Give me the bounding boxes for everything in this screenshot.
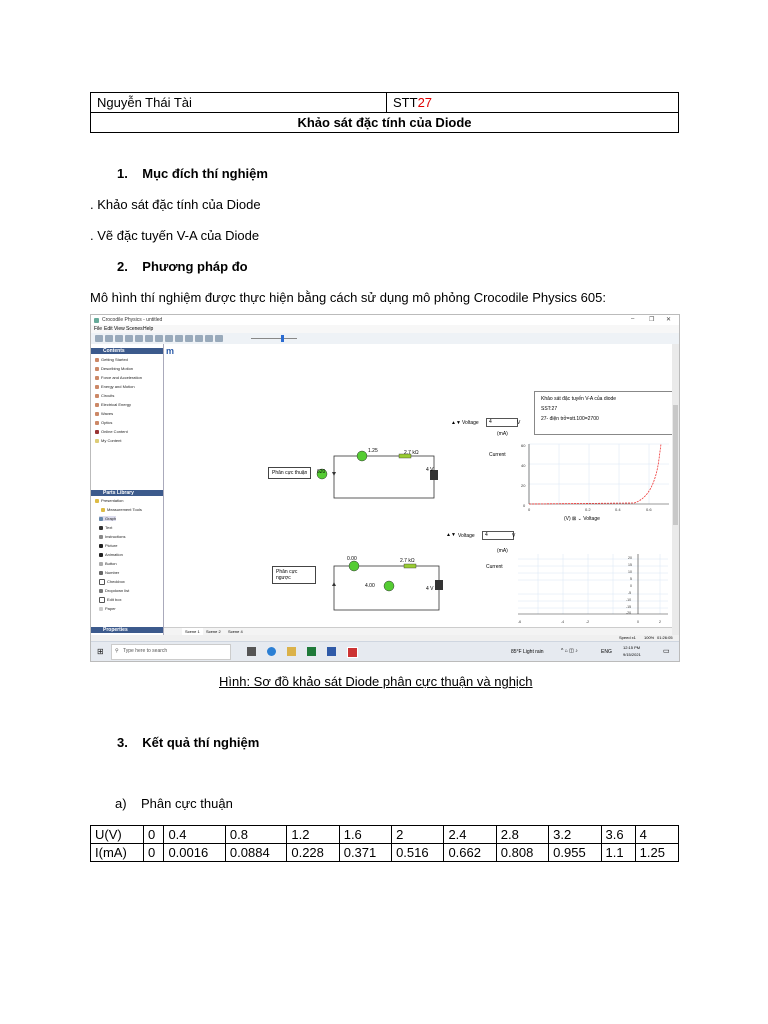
part-graph[interactable]: Graph	[99, 516, 116, 521]
graph1-current-label: Current	[489, 452, 506, 458]
fwd-resistor-label: 2.7 kΩ	[404, 450, 419, 456]
book-icon	[95, 358, 99, 362]
rev-ammeter-reading: 0.00	[347, 556, 357, 562]
info-box[interactable]	[534, 391, 680, 435]
speed-slider-handle[interactable]	[281, 335, 284, 342]
maximize-icon[interactable]: ❐	[649, 317, 655, 323]
stt-label: STT	[393, 95, 418, 110]
table-cell: 1.25	[635, 844, 678, 862]
graph2-x-ticks	[518, 618, 673, 626]
part-animation[interactable]: Animation	[99, 552, 123, 557]
forward-bias-label: Phân cực thuận	[268, 467, 311, 479]
part-measurement-tools[interactable]: Measurement Tools	[101, 507, 142, 512]
fwd-battery-label: 4 V	[426, 467, 434, 473]
new-icon[interactable]	[95, 335, 103, 342]
section3-heading: 3. Kết quả thí nghiệm	[117, 735, 260, 750]
table-cell: 4	[635, 826, 678, 844]
zoom-out-icon[interactable]	[195, 335, 203, 342]
clock-time[interactable]: 12:15 PM	[623, 645, 641, 650]
part-paper[interactable]: Paper	[99, 606, 116, 611]
info-line-1: Khảo sát đặc tuyến V-A của diode	[541, 396, 617, 402]
info-line-3: 27- điện trở=stt.100=2700	[541, 416, 599, 422]
student-name: Nguyễn Thái Tài	[91, 93, 387, 113]
table-cell: 1.2	[287, 826, 339, 844]
table-cell: 0.0016	[164, 844, 225, 862]
table-cell: 0.955	[549, 844, 601, 862]
nav-circuits[interactable]: Circuits	[95, 393, 114, 398]
graph2-ytick: -15	[626, 605, 632, 609]
table-cell: 3.2	[549, 826, 601, 844]
nav-waves[interactable]: Waves	[95, 411, 113, 416]
graph1-ytick: 60	[521, 443, 526, 448]
table-cell: 1.1	[601, 844, 635, 862]
book-icon	[95, 412, 99, 416]
canvas-scrollbar-thumb[interactable]	[673, 405, 678, 525]
menu-edit[interactable]: Edit	[104, 326, 113, 332]
part-picture[interactable]: Picture	[99, 543, 117, 548]
table-cell: 0.662	[444, 844, 496, 862]
part-button[interactable]: Button	[99, 561, 117, 566]
graph2-xtick: -4	[561, 620, 565, 624]
figure-caption: Hình: Sơ đồ khảo sát Diode phân cực thuận và nghịch	[219, 674, 533, 689]
simulation-canvas[interactable]	[164, 344, 672, 647]
part-number[interactable]: Number	[99, 570, 119, 575]
properties-header[interactable]: Properties	[91, 627, 163, 633]
voltage-stepper-icon[interactable]: ▲▼	[451, 420, 461, 426]
book-icon	[95, 376, 99, 380]
graph2-ytick: -20	[626, 611, 632, 615]
table-row	[91, 826, 679, 844]
table-cell: 0	[144, 826, 164, 844]
edit-box-icon	[99, 597, 105, 603]
task-view-icon[interactable]	[247, 647, 256, 656]
graph1-xtick: 0.6	[646, 507, 652, 512]
app-logo-icon: m	[166, 346, 175, 356]
status-elapsed: 01:26:05	[657, 635, 673, 640]
menu-scenes[interactable]: Scenes	[126, 326, 143, 332]
graph1-xtick: 0	[528, 507, 531, 512]
book-icon	[95, 421, 99, 425]
table-cell: 0.0884	[225, 844, 286, 862]
rev-voltage-unit: V	[512, 533, 516, 539]
picture-icon	[99, 544, 103, 548]
nav-getting-started[interactable]: Getting Started	[95, 357, 128, 362]
nav-force[interactable]: Force and Acceleration	[95, 375, 142, 380]
film-icon	[99, 553, 103, 557]
rev-voltage-stepper-icon[interactable]: ▲▼	[446, 532, 456, 538]
left-pane	[91, 344, 164, 647]
table-cell: 0.8	[225, 826, 286, 844]
info-line-2: SST:27	[541, 406, 558, 412]
graph2-ytick: -5	[628, 591, 632, 595]
windows-start-icon[interactable]: ⊞	[97, 647, 104, 656]
graph1-plot[interactable]	[519, 439, 669, 514]
text-icon	[99, 526, 103, 530]
graph2-xtick: 0	[637, 620, 639, 624]
weather-status[interactable]: 85°F Light rain	[511, 649, 544, 655]
word-icon[interactable]	[327, 647, 336, 656]
nav-optics[interactable]: Optics	[95, 420, 112, 425]
speed-slider[interactable]	[251, 338, 297, 339]
graph1-xtick: 0.4	[615, 507, 621, 512]
crocodile-app-icon[interactable]	[347, 647, 358, 658]
folder-icon	[95, 439, 99, 443]
copy-icon[interactable]	[145, 335, 153, 342]
close-icon[interactable]: ✕	[666, 317, 672, 323]
reverse-bias-label: Phân cực ngược	[272, 566, 316, 584]
globe-icon	[95, 430, 99, 434]
table-cell: 3.6	[601, 826, 635, 844]
table-cell: 0	[144, 844, 164, 862]
search-placeholder[interactable]: Type here to search	[123, 648, 168, 654]
search-icon: ⚲	[115, 648, 119, 654]
graph1-ytick: 0	[523, 503, 526, 508]
parts-library-header[interactable]: Parts Library	[91, 490, 163, 496]
rev-resistor-label: 2.7 kΩ	[400, 558, 415, 564]
graph1-ytick: 40	[521, 463, 526, 468]
section1-bullet1: . Khảo sát đặc tính của Diode	[90, 197, 261, 212]
graph2-ytick: 15	[628, 563, 632, 567]
graph2-ytick: 20	[628, 556, 632, 560]
menu-help[interactable]: Help	[143, 326, 154, 332]
window-title: Crocodile Physics - untitled	[102, 317, 163, 323]
book-icon	[95, 385, 99, 389]
rev-battery-label: 4 V	[426, 586, 434, 592]
table-cell: 1.6	[339, 826, 391, 844]
forward-circuit[interactable]	[314, 444, 454, 506]
button-icon	[99, 562, 103, 566]
table-cell: 0.4	[164, 826, 225, 844]
graph1-xtick: 0.2	[585, 507, 591, 512]
book-icon	[95, 403, 99, 407]
list-icon	[99, 535, 103, 539]
number-icon	[99, 571, 103, 575]
table-cell: 0.808	[496, 844, 548, 862]
language-indicator[interactable]: ENG	[601, 649, 612, 655]
student-number	[387, 93, 679, 113]
clock-date[interactable]: 9/15/2021	[623, 652, 641, 657]
graph1-ytick: 20	[521, 483, 526, 488]
explorer-icon[interactable]	[287, 647, 296, 656]
save-icon[interactable]	[115, 335, 123, 342]
graph2-ytick: 0	[630, 584, 632, 588]
app-icon	[94, 318, 99, 323]
edge-icon[interactable]	[267, 647, 276, 656]
status-zoom: 100%	[644, 635, 655, 640]
simulator-screenshot	[90, 314, 680, 662]
row-header-i: I(mA)	[91, 844, 144, 862]
fwd-voltage-unit: V	[517, 420, 521, 426]
table-cell: 2	[392, 826, 444, 844]
fwd-voltage-input[interactable]: 4	[486, 418, 518, 427]
table-cell: 0.516	[392, 844, 444, 862]
nav-my-content[interactable]: My Content	[95, 438, 121, 443]
minimize-icon[interactable]: –	[631, 316, 635, 322]
graph1-x-axis-label: (V) ⊠ ⌄ Voltage	[564, 516, 600, 522]
part-dropdown[interactable]: Dropdown list	[99, 588, 129, 593]
rev-voltage-label: Voltage	[458, 533, 475, 539]
paper-icon	[99, 607, 103, 611]
folder-icon	[101, 508, 105, 512]
tab-scene-2[interactable]: Scene 2	[206, 629, 221, 634]
graph1-unit: (mA)	[497, 431, 508, 437]
graph-icon	[99, 517, 103, 521]
table-row	[91, 844, 679, 862]
status-speed: Speed x1	[619, 635, 636, 640]
part-presentation[interactable]: Presentation	[95, 498, 123, 503]
system-tray-icons[interactable]: ^ ⌂ ◫ ♪	[561, 648, 578, 654]
notification-icon[interactable]: ▭	[663, 648, 670, 655]
table-cell: 0.371	[339, 844, 391, 862]
section2-text: Mô hình thí nghiệm được thực hiện bằng cách sử dụng mô phỏng Crocodile Physics 605:	[90, 290, 606, 305]
graph2-ytick: -10	[626, 598, 632, 602]
checkbox-icon	[99, 579, 105, 585]
table-cell: 2.8	[496, 826, 548, 844]
stt-number: 27	[417, 95, 433, 110]
folder-icon	[95, 499, 99, 503]
graph2-xtick: 2	[659, 620, 661, 624]
section1-heading: 1. Mục đích thí nghiệm	[117, 166, 268, 181]
play-icon[interactable]	[205, 335, 213, 342]
graph2-xtick: -6	[518, 620, 522, 624]
part-instructions[interactable]: Instructions	[99, 534, 125, 539]
menu-file[interactable]: File	[94, 326, 103, 332]
pause-icon[interactable]	[215, 335, 223, 342]
document-title: Khảo sát đặc tính của Diode	[91, 113, 679, 133]
tab-scene-1[interactable]: Scene 1	[182, 628, 203, 636]
menu-bar	[91, 325, 679, 333]
fwd-ammeter-reading: 1.25	[368, 448, 378, 454]
book-icon	[95, 367, 99, 371]
graph2-plot[interactable]	[518, 554, 673, 618]
nav-electrical-energy[interactable]: Electrical Energy	[95, 402, 131, 407]
part-checkbox[interactable]: Checkbox	[99, 579, 125, 585]
nav-describing-motion[interactable]: Describing Motion	[95, 366, 133, 371]
data-table	[90, 825, 679, 862]
tab-scene-4[interactable]: Scene 4	[228, 629, 243, 634]
header-table	[90, 92, 679, 133]
table-cell: 2.4	[444, 826, 496, 844]
part-text[interactable]: Text	[99, 525, 112, 530]
graph2-ytick: 10	[628, 570, 632, 574]
print-icon[interactable]	[125, 335, 133, 342]
rev-voltage-input[interactable]: 4	[482, 531, 514, 540]
section1-bullet2: . Vẽ đặc tuyến V-A của Diode	[90, 228, 260, 243]
menu-view[interactable]: View	[114, 326, 125, 332]
part-edit-box[interactable]: Edit box	[99, 597, 121, 603]
nav-energy[interactable]: Energy and Motion	[95, 384, 135, 389]
nav-online-content[interactable]: Online Content	[95, 429, 128, 434]
dropdown-icon	[99, 589, 103, 593]
rev-voltmeter-reading: 4.00	[365, 583, 375, 589]
table-cell: 0.228	[287, 844, 339, 862]
section3-sub-a: a) Phân cực thuận	[115, 796, 233, 811]
redo-icon[interactable]	[175, 335, 183, 342]
open-icon[interactable]	[105, 335, 113, 342]
contents-header[interactable]: Contents	[91, 348, 163, 354]
paste-icon[interactable]	[155, 335, 163, 342]
book-icon	[95, 394, 99, 398]
excel-icon[interactable]	[307, 647, 316, 656]
cut-icon[interactable]	[135, 335, 143, 342]
row-header-u: U(V)	[91, 826, 144, 844]
graph2-xtick: -2	[586, 620, 590, 624]
graph2-unit: (mA)	[497, 548, 508, 554]
fwd-voltmeter-reading: 620	[317, 469, 326, 475]
zoom-in-icon[interactable]	[185, 335, 193, 342]
section2-heading: 2. Phương pháp đo	[117, 259, 248, 274]
graph2-ytick: 5	[630, 577, 632, 581]
undo-icon[interactable]	[165, 335, 173, 342]
graph2-current-label: Current	[486, 564, 503, 570]
windows-taskbar	[91, 641, 679, 662]
fwd-voltage-label: Voltage	[462, 420, 479, 426]
